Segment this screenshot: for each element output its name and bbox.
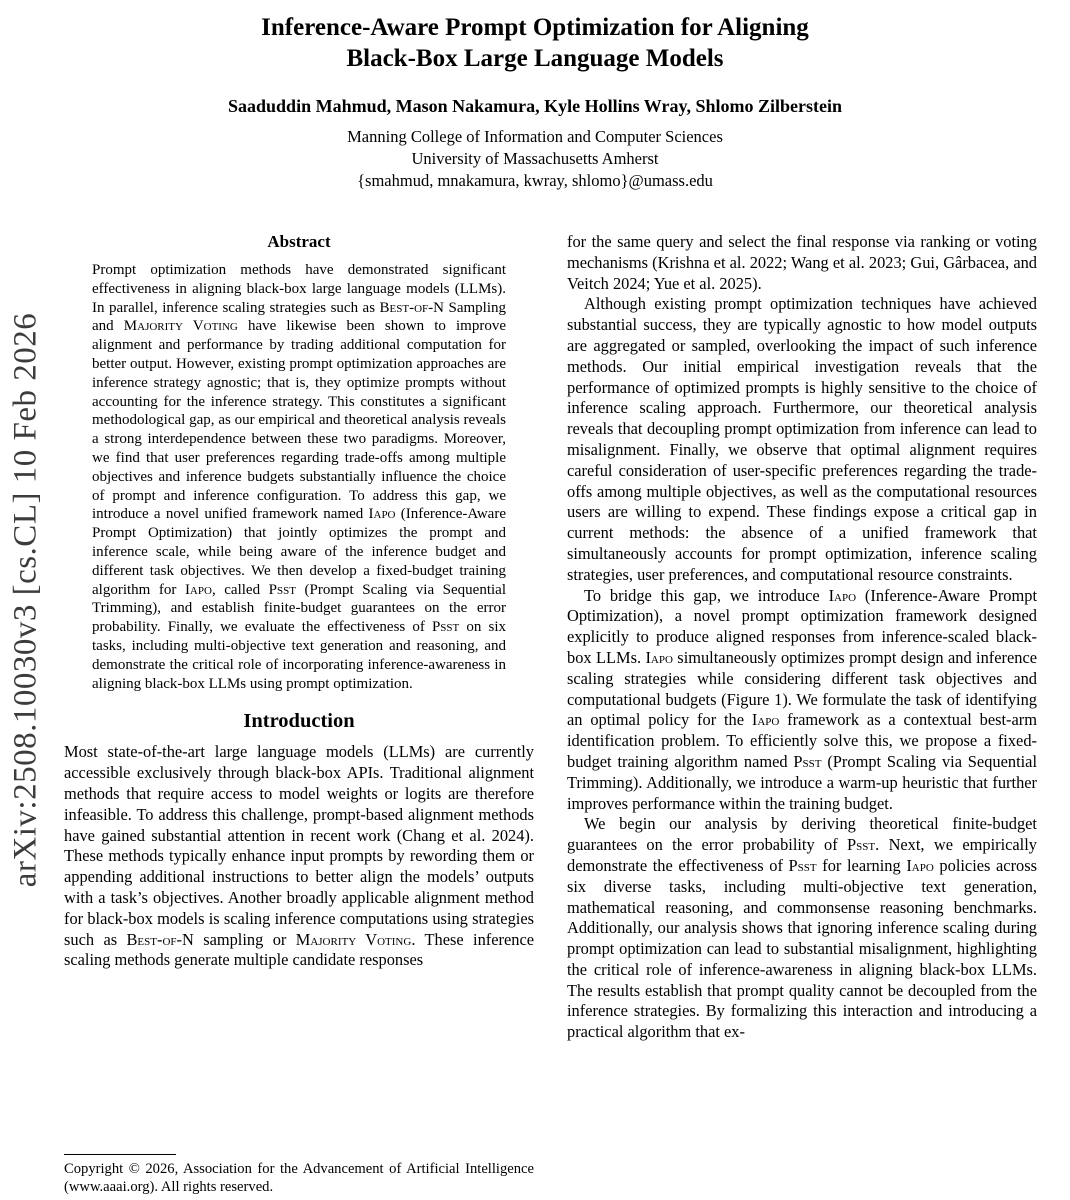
abstract-text: Prompt optimization methods have demonstrated significant effectiveness in aligning black-box large language models (LLMs). In parallel, inference scaling strategies such as Best-of-N Sampling and Majority Voting have likewise been shown to improve alignment and performance by trading additional computation for better output. However, existing prompt optimization approaches are inference strategy agnostic; that is, they optimize prompts without accounting for the inference strategy. This constitutes a significant methodological gap, as our empirical and theoretical analysis reveals a strong interdependence between these two paradigms. Moreover, we find that user preferences regarding trade-offs among multiple objectives and inference budgets substantially influence the choice of prompt and inference configuration. To address this gap, we introduce a novel unified framework named Iapo (Inference-Aware Prompt Optimization) that jointly optimizes the prompt and inference scale, while being aware of the inference budget and different task objectives. We then develop a fixed-budget training algorithm for Iapo, called Psst (Prompt Scaling via Sequential Trimming), and establish finite-budget guarantees on the error probability. Finally, we evaluate the effectiveness of Psst on six tasks, including multi-objective text generation and reasoning, and demonstrate the critical role of incorporating inference-awareness in aligning black-box LLMs using prompt optimization. bbox=[92, 262, 506, 692]
arxiv-stamp: arXiv:2508.10030v3 [cs.CL] 10 Feb 2026 bbox=[7, 312, 44, 888]
email-line: {smahmud, mnakamura, kwray, shlomo}@umass.edu bbox=[357, 171, 713, 190]
two-column-body bbox=[64, 232, 1037, 1184]
left-column bbox=[64, 232, 534, 1184]
paper-title bbox=[0, 12, 1070, 74]
affiliation-line-1: Manning College of Information and Computer Sciences bbox=[347, 127, 723, 146]
copyright-text: Copyright © 2026, Association for the Advancement of Artificial Intelligence (www.aaai.org). All rights reserved. bbox=[64, 1160, 534, 1196]
right-paragraph-3: To bridge this gap, we introduce Iapo (Inference-Aware Prompt Optimization), a novel prompt optimization framework designed explicitly to produce aligned responses from inference-scaled black-box LLMs. Iapo simultaneously optimizes prompt design and inference scaling strategies while considering different task objectives and computational budgets (Figure 1). We formulate the task of identifying an optimal policy for the Iapo framework as a contextual best-arm identification problem. To efficiently solve this, we propose a fixed-budget training algorithm named Psst (Prompt Scaling via Sequential Trimming). Additionally, we introduce a warm-up heuristic that further improves performance within the training budget. bbox=[567, 585, 1038, 813]
footnote-rule bbox=[64, 1154, 176, 1155]
intro-paragraph-1: Most state-of-the-art large language models (LLMs) are currently accessible exclusively through black-box APIs. Traditional alignment methods that require access to model weights or logits are therefore infeasible. To address this challenge, prompt-based alignment methods have gained substantial attention in recent work (Chang et al. 2024). These methods typically enhance input prompts by rewording them or appending additional instructions to better align the models’ outputs with a task’s objectives. Another broadly applicable alignment method for black-box models is scaling inference computations using strategies such as Best-of-N sampling or Majority Voting. These inference scaling methods generate multiple candidate responses bbox=[64, 742, 534, 970]
paper-header bbox=[0, 0, 1070, 192]
authors-line: Saaduddin Mahmud, Mason Nakamura, Kyle Hollins Wray, Shlomo Zilberstein bbox=[228, 96, 842, 116]
copyright-footnote bbox=[64, 1151, 534, 1197]
affiliation-line-2: University of Massachusetts Amherst bbox=[411, 149, 659, 168]
right-paragraph-2: Although existing prompt optimization techniques have achieved substantial success, they are typically agnostic to how model outputs are aggregated or sampled, overlooking the impact of such inference methods. Our initial empirical investigation reveals that the performance of optimized prompts is highly sensitive to the choice of inference scaling approach. Furthermore, our theoretical analysis reveals that decoupling prompt optimization from inference can lead to misalignment. Finally, we observe that optimal alignment requires careful consideration of user-specific preferences regarding the trade-offs among multiple objectives, as well as the computational resources users are willing to expend. These findings expose a critical gap in current methods: the absence of a unified framework that simultaneously accounts for prompt optimization, inference scaling strategies, user preferences, and computational resource constraints. bbox=[567, 294, 1037, 584]
right-column bbox=[567, 232, 1037, 1184]
abstract-section bbox=[92, 232, 506, 693]
right-paragraph-4: We begin our analysis by deriving theoretical finite-budget guarantees on the error probability of Psst. Next, we empirically demonstrate the effectiveness of Psst for learning Iapo policies across six diverse tasks, including multi-objective text generation, mathematical reasoning, and commonsense reasoning benchmarks. Additionally, our analysis shows that ignoring inference scaling during prompt optimization can lead to substantial misalignment, highlighting the critical role of inference-awareness in aligning black-box LLMs. The results establish that prompt quality cannot be decoupled from the inference strategies. By formalizing this interaction and introducing a practical algorithm that ex- bbox=[567, 814, 1037, 1042]
abstract-heading: Abstract bbox=[267, 232, 331, 251]
title-line-1: Inference-Aware Prompt Optimization for Aligning bbox=[261, 14, 809, 41]
right-paragraph-1: for the same query and select the final response via ranking or voting mechanisms (Krishna et al. 2022; Wang et al. 2023; Gui, Gârbacea, and Veitch 2024; Yue et al. 2025). bbox=[567, 232, 1037, 293]
title-line-2: Black-Box Large Language Models bbox=[346, 45, 724, 72]
introduction-heading: Introduction bbox=[243, 710, 355, 733]
